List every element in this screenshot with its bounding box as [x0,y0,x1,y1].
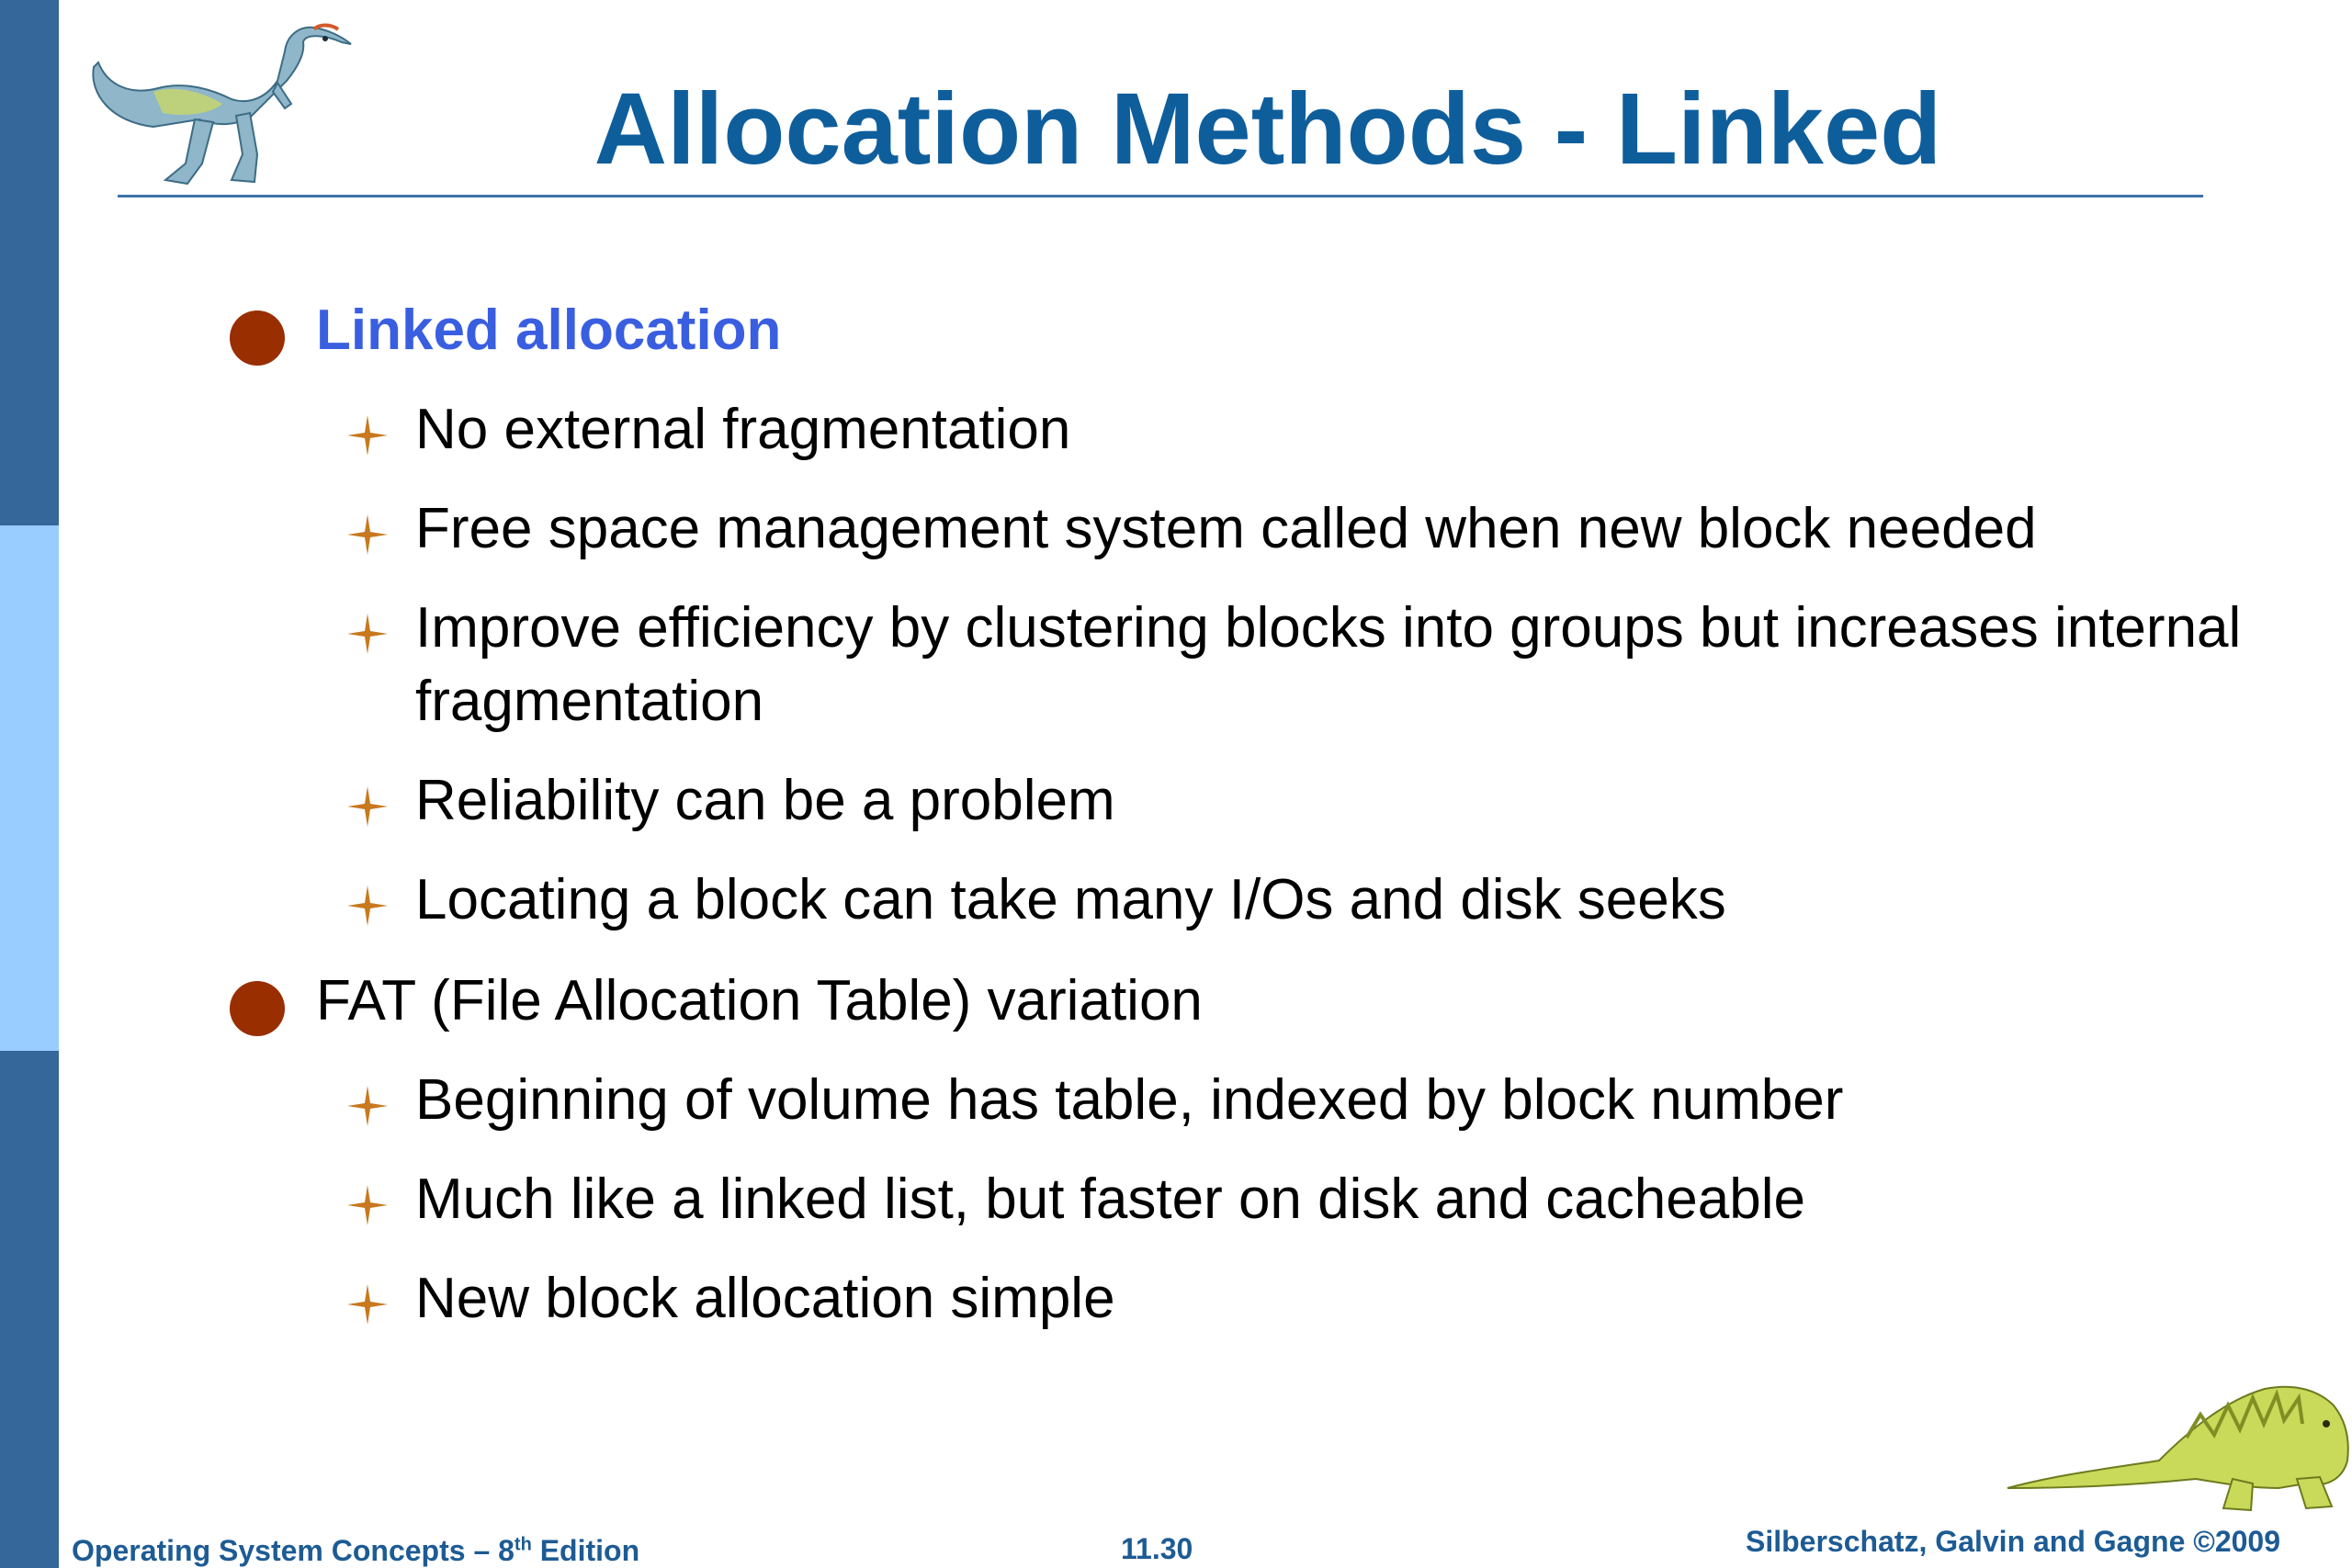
four-point-star-bullet-icon [345,884,390,928]
footer-copyright: Silberschatz, Galvin and Gagne ©2009 [1746,1525,2281,1558]
sub-bullet-text: No external fragmentation [415,398,1071,461]
round-bullet-icon [230,310,285,366]
sub-bullet-text: Much like a linked list, but faster on disk and cacheable [415,1168,1805,1231]
bullet-text: Linked allocation [316,299,782,362]
sub-bullet-text: Locating a block can take many I/Os and disk seeks [415,868,1726,931]
four-point-star-bullet-icon [345,1183,390,1227]
footer-edition-prefix: – 8 [465,1534,514,1567]
sub-bullet-text: Improve efficiency by clustering blocks into groups but increases internal fragmentation [415,596,2242,733]
four-point-star-bullet-icon [345,413,390,457]
sub-bullet-text: New block allocation simple [415,1267,1115,1330]
footer-edition-sup: th [514,1534,532,1555]
four-point-star-bullet-icon [345,1282,390,1326]
footer-page-number: 11.30 [1121,1532,1193,1565]
footer-book: Operating System Concepts [72,1534,466,1567]
round-bullet-icon [230,981,285,1036]
footer-edition-suffix: Edition [531,1534,640,1567]
four-point-star-bullet-icon [345,513,390,557]
sub-bullet-text: Free space management system called when new block needed [415,497,2037,560]
four-point-star-bullet-icon [345,784,390,829]
four-point-star-bullet-icon [345,612,390,656]
four-point-star-bullet-icon [345,1084,390,1128]
slide-title: Allocation Methods - Linked [594,73,1942,186]
sub-bullet-text: Reliability can be a problem [415,769,1115,832]
sub-bullet-text: Beginning of volume has table, indexed by block number [415,1068,1844,1132]
footer-book-title [72,1534,639,1568]
bullet-text: FAT (File Allocation Table) variation [316,969,1203,1032]
dinosaur-crouching-icon [2003,1350,2352,1516]
